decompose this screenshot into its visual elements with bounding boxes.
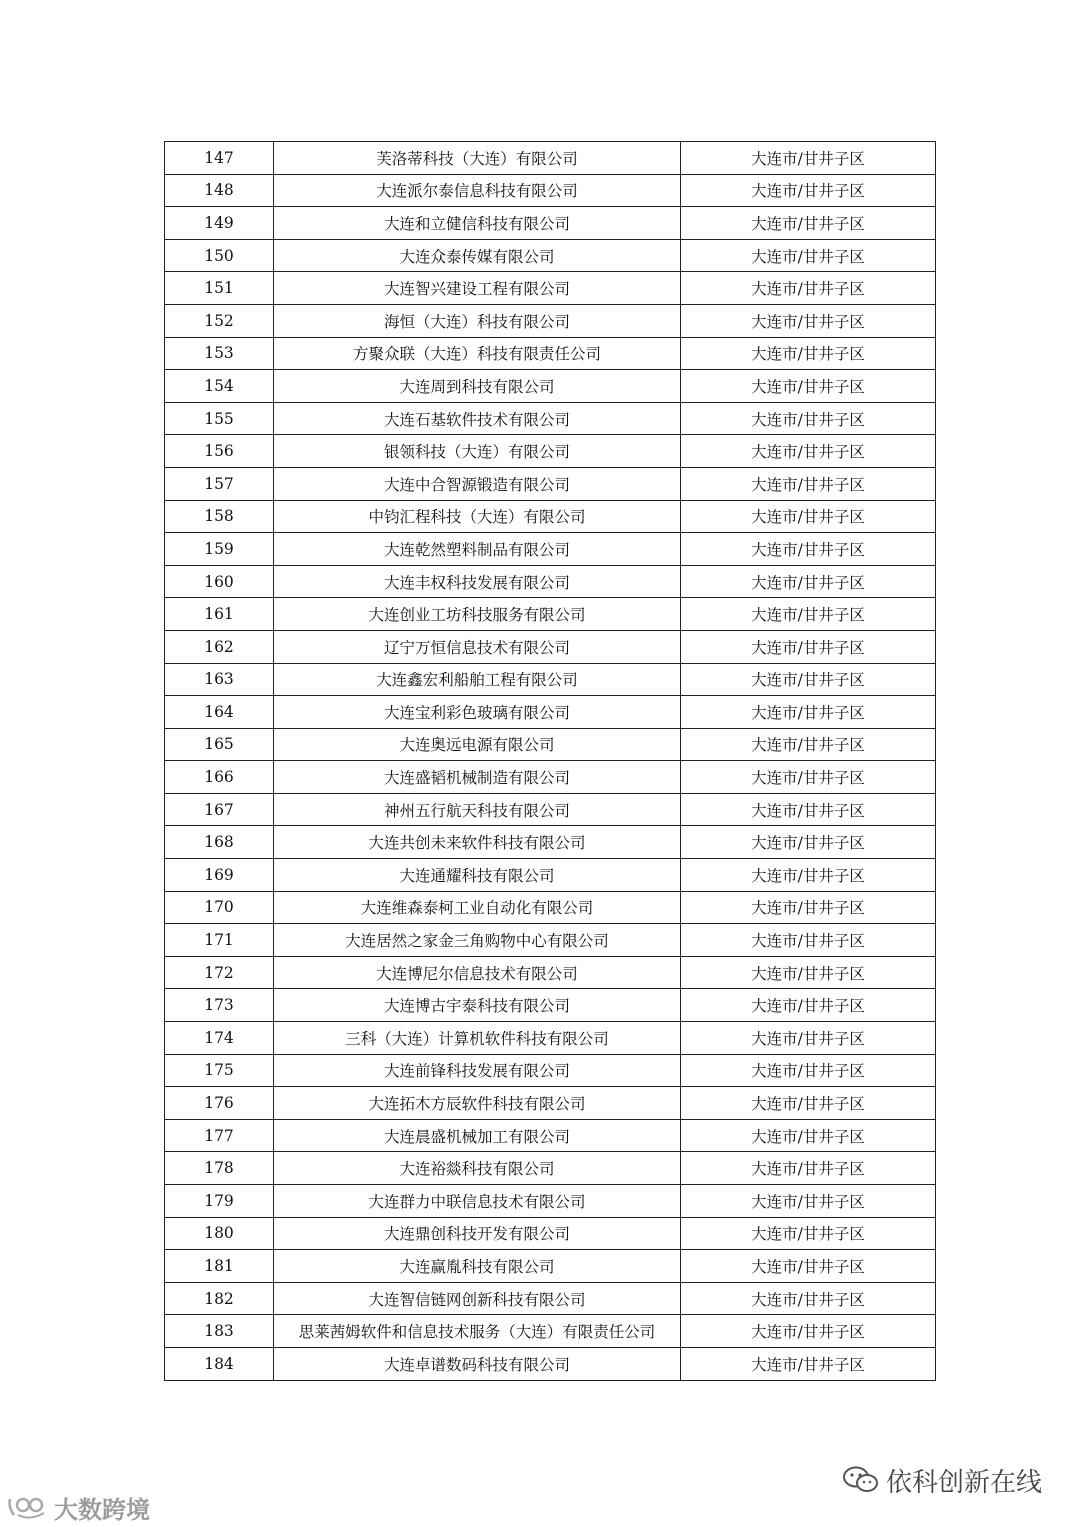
- region: 大连市/甘井子区: [681, 859, 936, 892]
- row-number: 167: [165, 793, 274, 826]
- row-number: 173: [165, 989, 274, 1022]
- company-name: 芙洛蒂科技（大连）有限公司: [274, 142, 681, 175]
- region: 大连市/甘井子区: [681, 793, 936, 826]
- company-name: 大连群力中联信息技术有限公司: [274, 1185, 681, 1218]
- watermark-brand: [6, 1490, 150, 1524]
- row-number: 163: [165, 663, 274, 696]
- table-row: [165, 174, 936, 207]
- row-number: 169: [165, 859, 274, 892]
- region: 大连市/甘井子区: [681, 663, 936, 696]
- company-list-table: [164, 141, 936, 1381]
- row-number: 160: [165, 565, 274, 598]
- table-row: [165, 1185, 936, 1218]
- table-row: [165, 467, 936, 500]
- region: 大连市/甘井子区: [681, 337, 936, 370]
- region: 大连市/甘井子区: [681, 924, 936, 957]
- table-row: [165, 728, 936, 761]
- row-number: 180: [165, 1217, 274, 1250]
- company-name: 大连众泰传媒有限公司: [274, 239, 681, 272]
- company-name: 大连石基软件技术有限公司: [274, 402, 681, 435]
- company-name: 辽宁万恒信息技术有限公司: [274, 630, 681, 663]
- company-name: 大连通耀科技有限公司: [274, 859, 681, 892]
- company-name: 中钧汇程科技（大连）有限公司: [274, 500, 681, 533]
- table-row: [165, 630, 936, 663]
- table-row: [165, 598, 936, 631]
- company-name: 大连智兴建设工程有限公司: [274, 272, 681, 305]
- company-name: 大连居然之家金三角购物中心有限公司: [274, 924, 681, 957]
- region: 大连市/甘井子区: [681, 1087, 936, 1120]
- company-name: 大连卓谱数码科技有限公司: [274, 1347, 681, 1380]
- company-name: 大连共创未来软件科技有限公司: [274, 826, 681, 859]
- company-name: 大连赢胤科技有限公司: [274, 1250, 681, 1283]
- company-name: 大连鼎创科技开发有限公司: [274, 1217, 681, 1250]
- region: 大连市/甘井子区: [681, 533, 936, 566]
- table-row: [165, 989, 936, 1022]
- company-name: 三科（大连）计算机软件科技有限公司: [274, 1022, 681, 1055]
- region: 大连市/甘井子区: [681, 1022, 936, 1055]
- table-row: [165, 1347, 936, 1380]
- row-number: 183: [165, 1315, 274, 1348]
- table-row: [165, 956, 936, 989]
- table-row: [165, 337, 936, 370]
- table-row: [165, 402, 936, 435]
- row-number: 179: [165, 1185, 274, 1218]
- company-name: 大连丰权科技发展有限公司: [274, 565, 681, 598]
- company-name: 大连盛韬机械制造有限公司: [274, 761, 681, 794]
- region: 大连市/甘井子区: [681, 761, 936, 794]
- region: 大连市/甘井子区: [681, 728, 936, 761]
- row-number: 148: [165, 174, 274, 207]
- company-name: 大连派尔泰信息科技有限公司: [274, 174, 681, 207]
- region: 大连市/甘井子区: [681, 239, 936, 272]
- table-row: [165, 1022, 936, 1055]
- table-row: [165, 370, 936, 403]
- company-name: 大连和立健信科技有限公司: [274, 207, 681, 240]
- row-number: 181: [165, 1250, 274, 1283]
- row-number: 172: [165, 956, 274, 989]
- row-number: 184: [165, 1347, 274, 1380]
- company-name: 大连裕燚科技有限公司: [274, 1152, 681, 1185]
- row-number: 157: [165, 467, 274, 500]
- table-row: [165, 500, 936, 533]
- row-number: 155: [165, 402, 274, 435]
- row-number: 175: [165, 1054, 274, 1087]
- watermark-brand-name: 大数跨境: [54, 1495, 150, 1524]
- row-number: 177: [165, 1119, 274, 1152]
- table-row: [165, 696, 936, 729]
- region: 大连市/甘井子区: [681, 142, 936, 175]
- region: 大连市/甘井子区: [681, 989, 936, 1022]
- table-row: [165, 239, 936, 272]
- row-number: 159: [165, 533, 274, 566]
- row-number: 147: [165, 142, 274, 175]
- company-name: 大连周到科技有限公司: [274, 370, 681, 403]
- row-number: 168: [165, 826, 274, 859]
- table-row: [165, 1152, 936, 1185]
- row-number: 164: [165, 696, 274, 729]
- company-name: 大连中合智源锻造有限公司: [274, 467, 681, 500]
- region: 大连市/甘井子区: [681, 467, 936, 500]
- region: 大连市/甘井子区: [681, 891, 936, 924]
- row-number: 151: [165, 272, 274, 305]
- row-number: 154: [165, 370, 274, 403]
- region: 大连市/甘井子区: [681, 1217, 936, 1250]
- region: 大连市/甘井子区: [681, 696, 936, 729]
- table-row: [165, 1087, 936, 1120]
- company-name: 大连晨盛机械加工有限公司: [274, 1119, 681, 1152]
- row-number: 171: [165, 924, 274, 957]
- region: 大连市/甘井子区: [681, 402, 936, 435]
- region: 大连市/甘井子区: [681, 1315, 936, 1348]
- company-name: 大连前锋科技发展有限公司: [274, 1054, 681, 1087]
- region: 大连市/甘井子区: [681, 1250, 936, 1283]
- region: 大连市/甘井子区: [681, 500, 936, 533]
- watermark-account: [842, 1462, 1042, 1498]
- region: 大连市/甘井子区: [681, 1152, 936, 1185]
- company-name: 大连维森泰柯工业自动化有限公司: [274, 891, 681, 924]
- table-row: [165, 891, 936, 924]
- company-name: 大连乾然塑料制品有限公司: [274, 533, 681, 566]
- wechat-icon: [842, 1465, 880, 1495]
- table-row: [165, 1250, 936, 1283]
- company-name: 大连博尼尔信息技术有限公司: [274, 956, 681, 989]
- company-name: 大连博古宇泰科技有限公司: [274, 989, 681, 1022]
- row-number: 166: [165, 761, 274, 794]
- table-row: [165, 1054, 936, 1087]
- table-body: [165, 142, 936, 1381]
- region: 大连市/甘井子区: [681, 174, 936, 207]
- table-row: [165, 663, 936, 696]
- table-row: [165, 859, 936, 892]
- row-number: 165: [165, 728, 274, 761]
- table-row: [165, 1315, 936, 1348]
- table-row: [165, 533, 936, 566]
- region: 大连市/甘井子区: [681, 1347, 936, 1380]
- brand-logo-icon: [6, 1493, 50, 1521]
- row-number: 150: [165, 239, 274, 272]
- company-name: 银领科技（大连）有限公司: [274, 435, 681, 468]
- row-number: 158: [165, 500, 274, 533]
- region: 大连市/甘井子区: [681, 1119, 936, 1152]
- company-name: 大连创业工坊科技服务有限公司: [274, 598, 681, 631]
- region: 大连市/甘井子区: [681, 565, 936, 598]
- region: 大连市/甘井子区: [681, 1054, 936, 1087]
- region: 大连市/甘井子区: [681, 826, 936, 859]
- row-number: 156: [165, 435, 274, 468]
- table-row: [165, 272, 936, 305]
- table-row: [165, 304, 936, 337]
- region: 大连市/甘井子区: [681, 435, 936, 468]
- table-row: [165, 826, 936, 859]
- company-name: 海恒（大连）科技有限公司: [274, 304, 681, 337]
- company-name: 大连智信链网创新科技有限公司: [274, 1282, 681, 1315]
- table-row: [165, 924, 936, 957]
- region: 大连市/甘井子区: [681, 956, 936, 989]
- row-number: 153: [165, 337, 274, 370]
- table-row: [165, 1217, 936, 1250]
- region: 大连市/甘井子区: [681, 207, 936, 240]
- row-number: 170: [165, 891, 274, 924]
- table-row: [165, 207, 936, 240]
- table-row: [165, 435, 936, 468]
- table-row: [165, 142, 936, 175]
- company-name: 大连拓木方辰软件科技有限公司: [274, 1087, 681, 1120]
- company-name: 方聚众联（大连）科技有限责任公司: [274, 337, 681, 370]
- company-name: 思莱茜姆软件和信息技术服务（大连）有限责任公司: [274, 1315, 681, 1348]
- row-number: 178: [165, 1152, 274, 1185]
- table-row: [165, 761, 936, 794]
- company-name: 大连奥远电源有限公司: [274, 728, 681, 761]
- row-number: 176: [165, 1087, 274, 1120]
- company-name: 大连鑫宏利船舶工程有限公司: [274, 663, 681, 696]
- row-number: 162: [165, 630, 274, 663]
- table-row: [165, 793, 936, 826]
- table-row: [165, 1282, 936, 1315]
- company-name: 神州五行航天科技有限公司: [274, 793, 681, 826]
- row-number: 161: [165, 598, 274, 631]
- region: 大连市/甘井子区: [681, 598, 936, 631]
- table-row: [165, 565, 936, 598]
- region: 大连市/甘井子区: [681, 630, 936, 663]
- watermark-account-name: 依科创新在线: [886, 1467, 1043, 1498]
- region: 大连市/甘井子区: [681, 272, 936, 305]
- row-number: 152: [165, 304, 274, 337]
- region: 大连市/甘井子区: [681, 1185, 936, 1218]
- region: 大连市/甘井子区: [681, 370, 936, 403]
- table-row: [165, 1119, 936, 1152]
- region: 大连市/甘井子区: [681, 304, 936, 337]
- row-number: 174: [165, 1022, 274, 1055]
- region: 大连市/甘井子区: [681, 1282, 936, 1315]
- row-number: 149: [165, 207, 274, 240]
- company-name: 大连宝利彩色玻璃有限公司: [274, 696, 681, 729]
- row-number: 182: [165, 1282, 274, 1315]
